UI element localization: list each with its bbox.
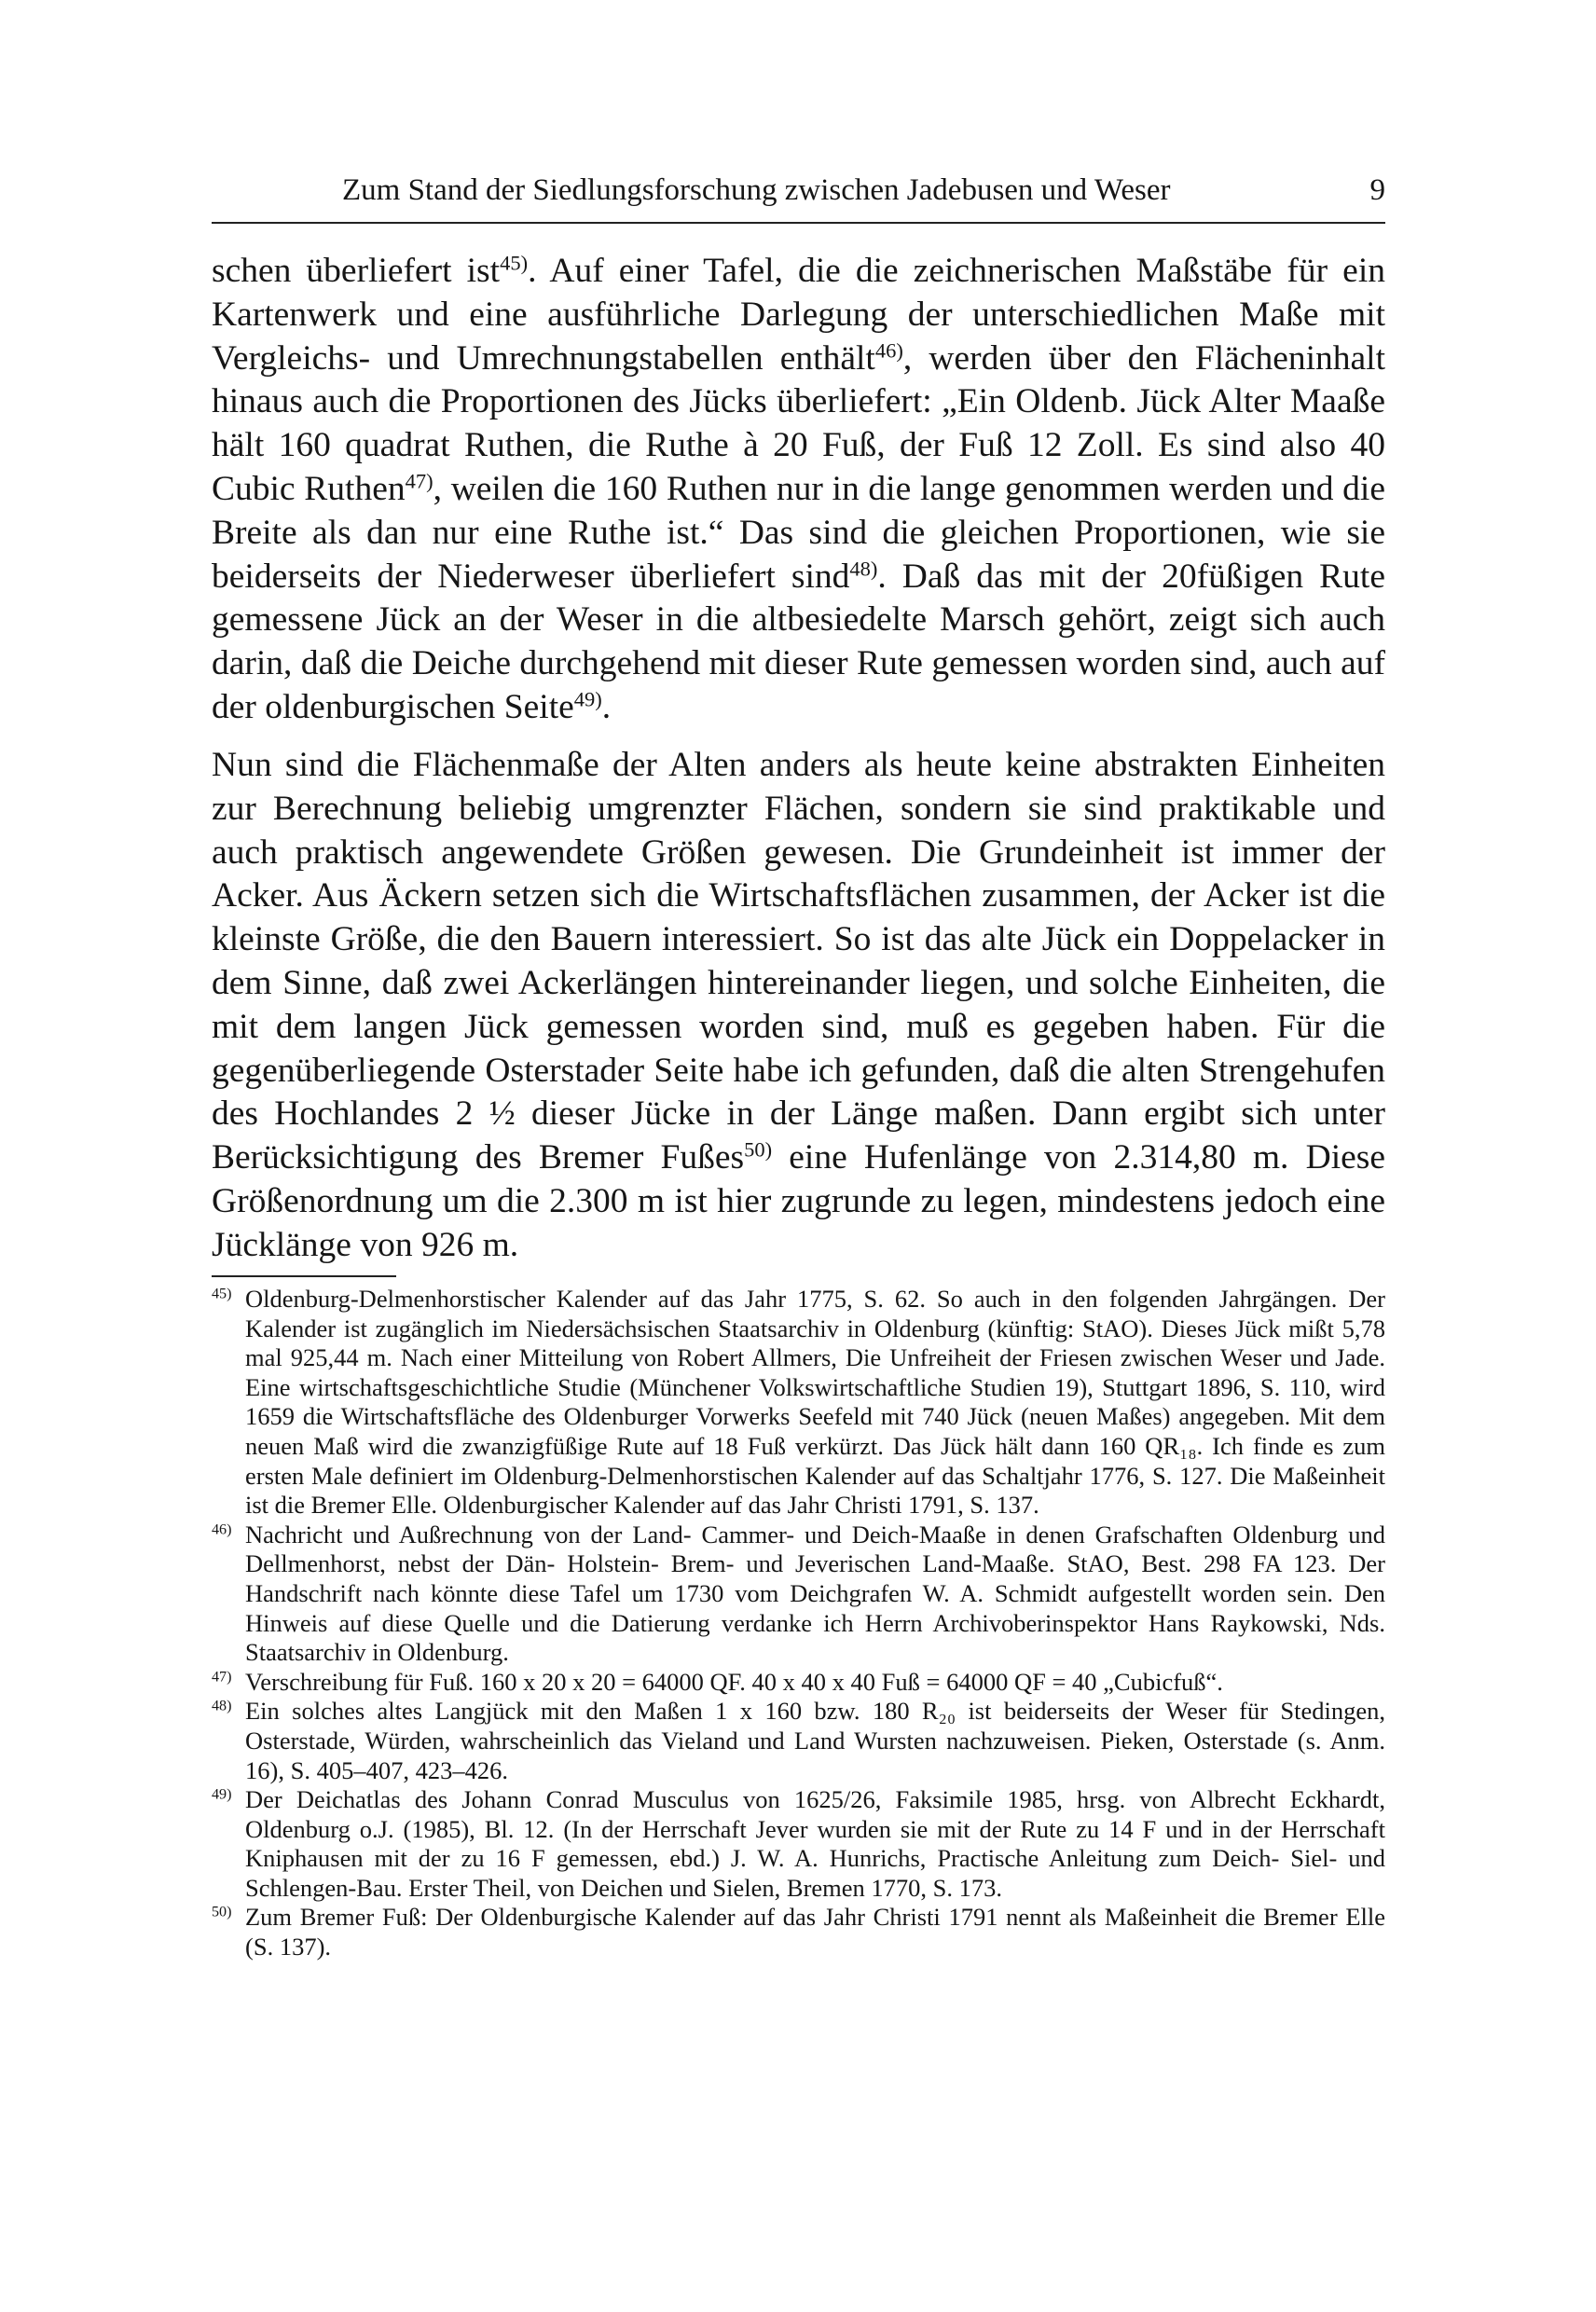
- footnote-49: [212, 1785, 1385, 1903]
- note-reference: 45): [500, 251, 529, 275]
- body-paragraph-1: schen überliefert ist$^{45)}$. Auf einer Tafel, die die zeichnerischen Maßstäbe für ein Kartenwerk und eine ausführliche Darlegung der unterschiedlichen Maße mit Vergleichs- und Umrechnungstabellen enthält$^{46)}$, werden über den Flächeninhalt hinaus auch die Proportionen des Jücks überliefert: „Ein Oldenb. Jück Alter Maaße hält 160 quadrat Ruthen, die Ruthe à 20 Fuß, der Fuß 12 Zoll. Es sind also 40 Cubic Ruthen$^{47)}$, weilen die 160 Ruthen nur in die lange genommen werden und die Breite als dan nur eine Ruthe ist.“ Das sind die gleichen Proportionen, wie sie beiderseits der Niederweser überliefert sind$^{48)}$. Daß das mit der 20füßigen Rute gemessene Jück an der Weser in die altbesiedelte Marsch gehört, zeigt sich auch darin, daß die Deiche durchgehend mit dieser Rute gemessen worden sind, auch auf der oldenburgischen Seite$^{49)}$.: [212, 251, 1385, 726]
- page-number: 9: [1369, 173, 1385, 207]
- footnote-46: [212, 1521, 1385, 1668]
- running-head: [212, 166, 1385, 214]
- note-reference: 47): [405, 469, 433, 493]
- footnote-rule: [212, 1275, 396, 1277]
- note-reference: 48): [849, 557, 878, 581]
- footnote-50: [212, 1903, 1385, 1961]
- footnote-47: [212, 1668, 1385, 1698]
- running-title: Zum Stand der Siedlungsforschung zwischen Jadebusen und Weser: [342, 173, 1171, 207]
- body-paragraph-2: Nun sind die Flächenmaße der Alten anders als heute keine abstrakten Einheiten zur Berechnung beliebig umgrenzter Flächen, sondern sie sind praktikable und auch praktisch angewendete Größen gewesen. Die Grundeinheit ist immer der Acker. Aus Äckern setzen sich die Wirtschaftsflächen zusammen, der Acker ist die kleinste Größe, die den Bauern interessiert. So ist das alte Jück ein Doppelacker in dem Sinne, daß zwei Ackerlängen hintereinander liegen, und solche Einheiten, die mit dem langen Jück gemessen worden sind, muß es gegeben haben. Für die gegenüberliegende Osterstader Seite habe ich gefunden, daß die alten Strengehufen des Hochlandes 2 ½ dieser Jücke in der Länge maßen. Dann ergibt sich unter Berücksichtigung des Bremer Fußes$^{50)}$ eine Hufenlänge von 2.314,80 m. Diese Größenordnung um die 2.300 m ist hier zugrunde zu legen, mindestens jedoch eine Jücklänge von 926 m.: [212, 746, 1385, 1264]
- footnote-text: Oldenburg-Delmenhorstischer Kalender auf das Jahr 1775, S. 62. So auch in den folgenden Jahrgängen. Der Kalender ist zugänglich im Niedersächsischen Staatsarchiv in Oldenburg (künftig: StAO). Dieses Jück mißt 5,78 mal 925,44 m. Nach einer Mitteilung von Robert Allmers, Die Unfreiheit der Friesen zwischen Weser und Jade. Eine wirtschaftsgeschichtliche Studie (Münchener Volkswirtschaftliche Studien 19), Stuttgart 1896, S. 110, wird 1659 die Wirtschaftsfläche des Oldenburger Vorwerks Seefeld mit 740 Jück (neuen Maßes) angegeben. Mit dem neuen Maß wird die zwanzigfüßige Rute auf 18 Fuß verkürzt. Das Jück hält dann 160 QR₁₈. Ich finde es zum ersten Male definiert im Oldenburg-Delmenhorstischen Kalender auf das Schaltjahr 1776, S. 127. Die Maßeinheit ist die Bremer Elle. Oldenburgischer Kalender auf das Jahr Christi 1791, S. 137.: [245, 1285, 1385, 1520]
- footnote-text: Ein solches altes Langjück mit den Maßen 1 x 160 bzw. 180 R₂₀ ist beiderseits der Weser für Stedingen, Osterstade, Würden, wahrscheinlich das Vieland und Land Wursten nachzuweisen. Pieken, Osterstade (s. Anm. 16), S. 405–407, 423–426.: [245, 1697, 1385, 1784]
- footnote-text: Nachricht und Außrechnung von der Land- Cammer- und Deich-Maaße in denen Grafschaften Oldenburg und Dellmenhorst, nebst der Dän- Holstein- Brem- und Jeverischen Land-Maaße. StAO, Best. 298 FA 123. Der Handschrift nach könnte diese Tafel um 1730 vom Deichgrafen W. A. Schmidt aufgestellt worden sein. Den Hinweis auf diese Quelle und die Datierung verdanke ich Herrn Archivoberinspektor Hans Raykowski, Nds. Staatsarchiv in Oldenburg.: [245, 1520, 1385, 1667]
- footnote-text: Der Deichatlas des Johann Conrad Musculus von 1625/26, Faksimile 1985, hrsg. von Albrecht Eckhardt, Oldenburg o.J. (1985), Bl. 12. (In der Herrschaft Jever wurden sie mit der Rute zu 14 F und in der Herrschaft Kniphausen mit der zu 16 F gemessen, ebd.) J. W. A. Hunrichs, Practische Anleitung zum Deich- Siel- und Schlengen-Bau. Erster Theil, von Deichen und Sielen, Bremen 1770, S. 173.: [245, 1785, 1385, 1902]
- footnote-45: [212, 1285, 1385, 1521]
- footnote-48: [212, 1697, 1385, 1785]
- footnote-mark: 48): [212, 1698, 232, 1714]
- header-rule: [212, 222, 1385, 224]
- footnote-mark: 46): [212, 1521, 232, 1538]
- footnote-mark: 47): [212, 1669, 232, 1686]
- note-reference: 50): [744, 1137, 773, 1162]
- footnote-mark: 45): [212, 1286, 232, 1302]
- note-reference: 49): [573, 687, 602, 711]
- footnote-mark: 50): [212, 1905, 232, 1921]
- footnote-text: Zum Bremer Fuß: Der Oldenburgische Kalender auf das Jahr Christi 1791 nennt als Maßeinheit die Bremer Elle (S. 137).: [245, 1903, 1385, 1961]
- footnote-text: Verschreibung für Fuß. 160 x 20 x 20 = 64000 QF. 40 x 40 x 40 Fuß = 64000 QF = 40 „Cubicfuß“.: [245, 1667, 1223, 1696]
- footnote-mark: 49): [212, 1786, 232, 1803]
- note-reference: 46): [874, 338, 903, 363]
- footnotes: [212, 1285, 1385, 1962]
